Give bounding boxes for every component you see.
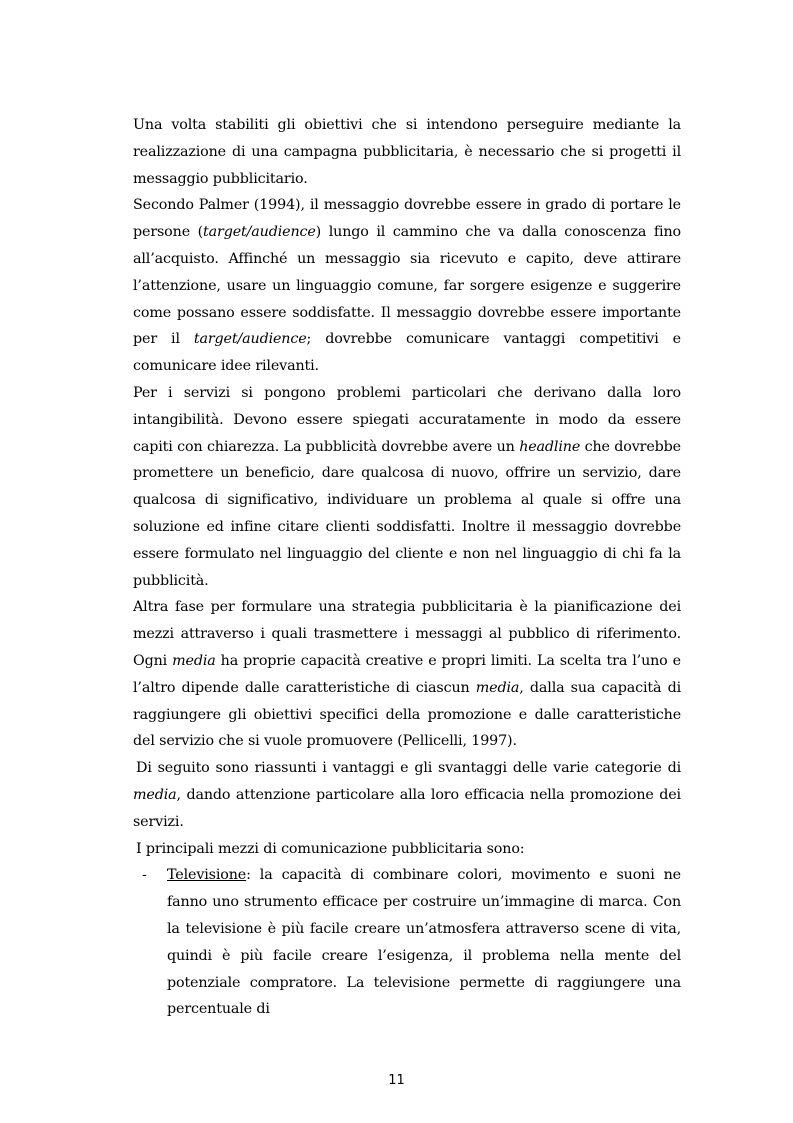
paragraph-6-text: I principali mezzi di comunicazione pubblicitaria sono: <box>136 840 525 857</box>
paragraph-2 <box>133 192 681 380</box>
list-bullet: - <box>142 867 147 884</box>
paragraph-4 <box>133 594 681 755</box>
paragraph-4-text-e: , dalla sua capacità di raggiungere gli obiettivi specifici della promozione e dalle caratteristiche del servizio che si vuole promuovere (Pellicelli, 1997). <box>133 679 681 750</box>
paragraph-4-text-c: ha proprie capacità creative e propri limiti. La scelta tra l’uno e l’altro dipende dalle caratteristiche di ciascun <box>133 652 681 696</box>
media-list <box>133 862 681 1023</box>
paragraph-4-text-a: Altra fase per formulare una strategia pubblicitaria è la pianificazione dei mezzi attraverso i quali trasmettere i messaggi al pubblico di riferimento. Ogni <box>133 599 681 669</box>
paragraph-6 <box>133 836 681 863</box>
paragraph-5-text-a: Di seguito sono riassunti i vantaggi e gli svantaggi delle varie categorie di <box>136 760 681 777</box>
list-item-text: : la capacità di combinare colori, movimento e suoni ne fanno uno strumento efficace per costruire un’immagine di marca. Con la televisione è più facile creare un’atmosfera attraverso scene di vita, quindi è più facile creare l’esigenza, il problema nella mente del potenziale compratore. La televisione permette di raggiungere una percentuale di <box>167 867 681 1018</box>
page-number: 11 <box>388 1073 405 1088</box>
paragraph-3 <box>133 380 681 594</box>
paragraph-1-text: Una volta stabiliti gli obiettivi che si intendono perseguire mediante la realizzazione di una campagna pubblicitaria, è necessario che si progetti il messaggio pubblicitario. <box>133 117 681 187</box>
list-item-term: Televisione <box>167 867 247 884</box>
paragraph-5-italic-media: media <box>133 786 177 803</box>
paragraph-5-text-c: , dando attenzione particolare alla loro efficacia nella promozione dei servizi. <box>133 786 681 830</box>
paragraph-5 <box>133 755 681 835</box>
paragraph-2-text-e: ; dovrebbe comunicare vantaggi competitivi e comunicare idee rilevanti. <box>133 331 681 375</box>
paragraph-3-text-c: che dovrebbe promettere un beneficio, dare qualcosa di nuovo, offrire un servizio, dare qualcosa di significativo, individuare un problema al quale si offre una soluzione ed infine citare clienti soddisfatti. Inoltre il messaggio dovrebbe essere formulato nel linguaggio del cliente e non nel linguaggio di chi fa la pubblicità. <box>133 438 681 589</box>
paragraph-1 <box>133 112 681 192</box>
paragraph-3-text-a: Per i servizi si pongono problemi particolari che derivano dalla loro intangibilità. Devono essere spiegati accuratamente in modo da essere capiti con chiarezza. La pubblicità dovrebbe avere un <box>133 384 681 455</box>
paragraph-3-italic-headline: headline <box>519 438 581 455</box>
paragraph-2-italic-term-1: target/audience <box>203 224 316 241</box>
paragraph-2-italic-term-2: target/audience <box>193 331 307 348</box>
body-text <box>133 112 681 1023</box>
list-item <box>133 862 681 1023</box>
paragraph-2-text-a: Secondo Palmer (1994), il messaggio dovrebbe essere in grado di portare le persone ( <box>133 197 681 241</box>
paragraph-4-italic-media-1: media <box>172 652 216 669</box>
paragraph-4-italic-media-2: media <box>475 679 520 696</box>
paragraph-2-text-c: ) lungo il cammino che va dalla conoscenza fino all’acquisto. Affinché un messaggio sia ricevuto e capito, deve attirare l’attenzione, usare un linguaggio comune, far sorgere esigenze e suggerire come possano essere soddisfatte. Il messaggio dovrebbe essere importante per il <box>133 224 681 348</box>
